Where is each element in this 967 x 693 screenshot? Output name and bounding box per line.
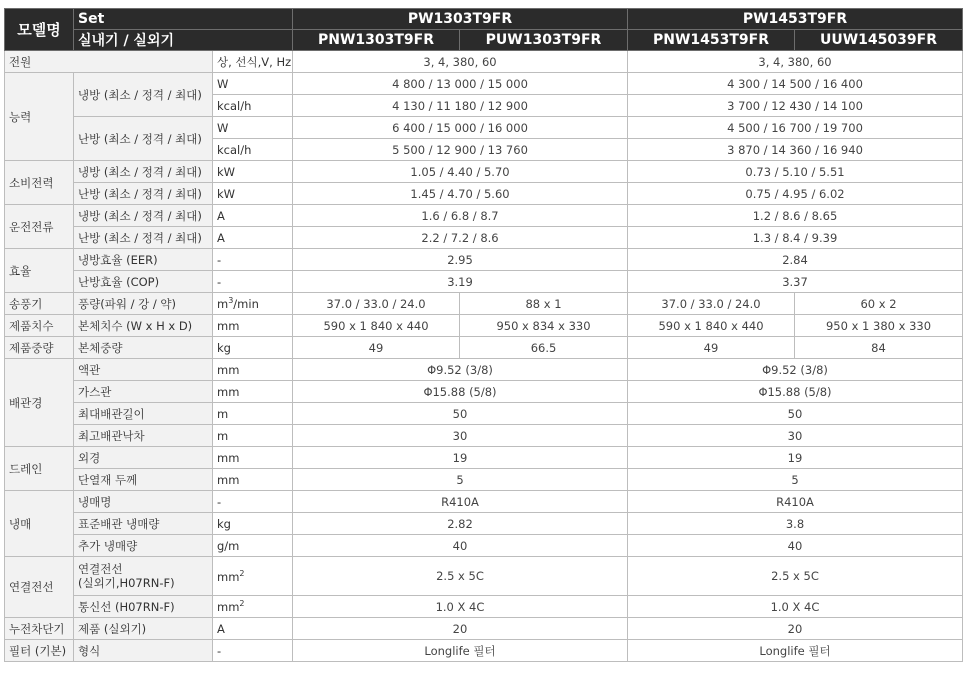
current-heat-label: 난방 (최소 / 정격 / 최대) bbox=[74, 227, 213, 249]
wiring-comm-unit-sup: 2 bbox=[239, 599, 245, 609]
piping-max-height-set1: 30 bbox=[293, 425, 628, 447]
drain-outer-unit: mm bbox=[213, 447, 293, 469]
weight-set1-indoor: 49 bbox=[293, 337, 460, 359]
consumption-heat-label: 난방 (최소 / 정격 / 최대) bbox=[74, 183, 213, 205]
piping-max-length-label: 최대배관길이 bbox=[74, 403, 213, 425]
refrigerant-additional-set2: 40 bbox=[628, 535, 963, 557]
efficiency-eer-set1: 2.95 bbox=[293, 249, 628, 271]
drain-category: 드레인 bbox=[5, 447, 74, 491]
weight-category: 제품중량 bbox=[5, 337, 74, 359]
piping-liquid-set2: Φ9.52 (3/8) bbox=[628, 359, 963, 381]
set2-model: PW1453T9FR bbox=[628, 9, 963, 30]
fan-set2-indoor: 37.0 / 33.0 / 24.0 bbox=[628, 293, 795, 315]
filter-unit: - bbox=[213, 640, 293, 662]
breaker-set2: 20 bbox=[628, 618, 963, 640]
row-filter bbox=[5, 640, 963, 662]
row-drain-outer bbox=[5, 447, 963, 469]
capacity-cool-kcal-set1: 4 130 / 11 180 / 12 900 bbox=[293, 95, 628, 117]
drain-outer-set1: 19 bbox=[293, 447, 628, 469]
filter-set2: Longlife 필터 bbox=[628, 640, 963, 662]
capacity-cool-w-unit: W bbox=[213, 73, 293, 95]
wiring-comm-unit bbox=[213, 596, 293, 618]
drain-insulation-label: 단열재 두께 bbox=[74, 469, 213, 491]
breaker-label: 제품 (실외기) bbox=[74, 618, 213, 640]
current-heat-set2: 1.3 / 8.4 / 9.39 bbox=[628, 227, 963, 249]
model-name-header: 모델명 bbox=[5, 9, 74, 51]
weight-set1-outdoor: 66.5 bbox=[460, 337, 628, 359]
dimension-category: 제품치수 bbox=[5, 315, 74, 337]
wiring-category: 연결전선 bbox=[5, 557, 74, 618]
row-refrigerant-name bbox=[5, 491, 963, 513]
drain-outer-set2: 19 bbox=[628, 447, 963, 469]
capacity-heat-kcal-set2: 3 870 / 14 360 / 16 940 bbox=[628, 139, 963, 161]
indoor-outdoor-label: 실내기 / 실외기 bbox=[74, 30, 293, 51]
current-cool-set2: 1.2 / 8.6 / 8.65 bbox=[628, 205, 963, 227]
efficiency-eer-set2: 2.84 bbox=[628, 249, 963, 271]
drain-insulation-set2: 5 bbox=[628, 469, 963, 491]
piping-liquid-label: 액관 bbox=[74, 359, 213, 381]
current-heat-unit: A bbox=[213, 227, 293, 249]
fan-label: 풍량(파워 / 강 / 약) bbox=[74, 293, 213, 315]
piping-category: 배관경 bbox=[5, 359, 74, 447]
piping-gas-unit: mm bbox=[213, 381, 293, 403]
refrigerant-name-label: 냉매명 bbox=[74, 491, 213, 513]
piping-liquid-set1: Φ9.52 (3/8) bbox=[293, 359, 628, 381]
row-piping-max-length bbox=[5, 403, 963, 425]
current-cool-label: 냉방 (최소 / 정격 / 최대) bbox=[74, 205, 213, 227]
wiring-connection-unit bbox=[213, 557, 293, 596]
capacity-category: 능력 bbox=[5, 73, 74, 161]
dimension-unit: mm bbox=[213, 315, 293, 337]
consumption-heat-set2: 0.75 / 4.95 / 6.02 bbox=[628, 183, 963, 205]
row-wiring-comm bbox=[5, 596, 963, 618]
refrigerant-name-set2: R410A bbox=[628, 491, 963, 513]
piping-max-height-set2: 30 bbox=[628, 425, 963, 447]
capacity-heat-w-set1: 6 400 / 15 000 / 16 000 bbox=[293, 117, 628, 139]
header-row-units bbox=[5, 30, 963, 51]
row-current-cool bbox=[5, 205, 963, 227]
filter-label: 형식 bbox=[74, 640, 213, 662]
consumption-cool-set2: 0.73 / 5.10 / 5.51 bbox=[628, 161, 963, 183]
set2-outdoor-model: UUW145039FR bbox=[795, 30, 963, 51]
capacity-heat-label: 난방 (최소 / 정격 / 최대) bbox=[74, 117, 213, 161]
row-efficiency-eer bbox=[5, 249, 963, 271]
consumption-heat-unit: kW bbox=[213, 183, 293, 205]
piping-liquid-unit: mm bbox=[213, 359, 293, 381]
row-weight bbox=[5, 337, 963, 359]
wiring-connection-label-line1: 연결전선 bbox=[78, 562, 123, 576]
fan-unit bbox=[213, 293, 293, 315]
piping-gas-label: 가스관 bbox=[74, 381, 213, 403]
wiring-connection-unit-sup: 2 bbox=[239, 568, 245, 578]
piping-max-length-unit: m bbox=[213, 403, 293, 425]
fan-set1-outdoor: 88 x 1 bbox=[460, 293, 628, 315]
current-category: 운전전류 bbox=[5, 205, 74, 249]
piping-max-height-label: 최고배관낙차 bbox=[74, 425, 213, 447]
fan-unit-base: m bbox=[217, 296, 229, 311]
wiring-connection-set2: 2.5 x 5C bbox=[628, 557, 963, 596]
current-heat-set1: 2.2 / 7.2 / 8.6 bbox=[293, 227, 628, 249]
capacity-heat-w-set2: 4 500 / 16 700 / 19 700 bbox=[628, 117, 963, 139]
refrigerant-name-unit: - bbox=[213, 491, 293, 513]
capacity-cool-kcal-unit: kcal/h bbox=[213, 95, 293, 117]
row-piping-liquid bbox=[5, 359, 963, 381]
header-row-set bbox=[5, 9, 963, 30]
wiring-comm-unit-base: mm bbox=[217, 599, 240, 614]
row-efficiency-cop bbox=[5, 271, 963, 293]
wiring-comm-set2: 1.0 X 4C bbox=[628, 596, 963, 618]
row-dimension bbox=[5, 315, 963, 337]
spec-table bbox=[4, 8, 963, 662]
row-refrigerant-standard bbox=[5, 513, 963, 535]
breaker-set1: 20 bbox=[293, 618, 628, 640]
piping-gas-set1: Φ15.88 (5/8) bbox=[293, 381, 628, 403]
fan-set1-indoor: 37.0 / 33.0 / 24.0 bbox=[293, 293, 460, 315]
fan-unit-sup: 3 bbox=[228, 296, 234, 306]
wiring-comm-set1: 1.0 X 4C bbox=[293, 596, 628, 618]
consumption-cool-unit: kW bbox=[213, 161, 293, 183]
wiring-connection-label-line2: (실외기,H07RN-F) bbox=[78, 576, 175, 590]
set1-model: PW1303T9FR bbox=[293, 9, 628, 30]
row-wiring-connection bbox=[5, 557, 963, 596]
row-piping-max-height bbox=[5, 425, 963, 447]
refrigerant-standard-set2: 3.8 bbox=[628, 513, 963, 535]
row-refrigerant-additional bbox=[5, 535, 963, 557]
capacity-heat-kcal-set1: 5 500 / 12 900 / 13 760 bbox=[293, 139, 628, 161]
breaker-unit: A bbox=[213, 618, 293, 640]
weight-set2-indoor: 49 bbox=[628, 337, 795, 359]
drain-insulation-unit: mm bbox=[213, 469, 293, 491]
consumption-heat-set1: 1.45 / 4.70 / 5.60 bbox=[293, 183, 628, 205]
row-capacity-heat-w bbox=[5, 117, 963, 139]
power-set2: 3, 4, 380, 60 bbox=[628, 51, 963, 73]
drain-outer-label: 외경 bbox=[74, 447, 213, 469]
refrigerant-additional-set1: 40 bbox=[293, 535, 628, 557]
power-set1: 3, 4, 380, 60 bbox=[293, 51, 628, 73]
set-label: Set bbox=[74, 9, 293, 30]
piping-max-length-set2: 50 bbox=[628, 403, 963, 425]
consumption-category: 소비전력 bbox=[5, 161, 74, 205]
row-consumption-heat bbox=[5, 183, 963, 205]
capacity-cool-label: 냉방 (최소 / 정격 / 최대) bbox=[74, 73, 213, 117]
fan-set2-outdoor: 60 x 2 bbox=[795, 293, 963, 315]
efficiency-eer-label: 냉방효율 (EER) bbox=[74, 249, 213, 271]
filter-category: 필터 (기본) bbox=[5, 640, 74, 662]
efficiency-cop-set2: 3.37 bbox=[628, 271, 963, 293]
row-current-heat bbox=[5, 227, 963, 249]
refrigerant-additional-label: 추가 냉매량 bbox=[74, 535, 213, 557]
efficiency-eer-unit: - bbox=[213, 249, 293, 271]
efficiency-cop-set1: 3.19 bbox=[293, 271, 628, 293]
weight-label: 본체중량 bbox=[74, 337, 213, 359]
refrigerant-category: 냉매 bbox=[5, 491, 74, 557]
capacity-cool-kcal-set2: 3 700 / 12 430 / 14 100 bbox=[628, 95, 963, 117]
capacity-cool-w-set2: 4 300 / 14 500 / 16 400 bbox=[628, 73, 963, 95]
refrigerant-name-set1: R410A bbox=[293, 491, 628, 513]
piping-max-height-unit: m bbox=[213, 425, 293, 447]
power-category: 전원 bbox=[5, 51, 213, 73]
row-breaker bbox=[5, 618, 963, 640]
wiring-connection-unit-base: mm bbox=[217, 569, 240, 584]
set1-indoor-model: PNW1303T9FR bbox=[293, 30, 460, 51]
row-piping-gas bbox=[5, 381, 963, 403]
dimension-label: 본체치수 (W x H x D) bbox=[74, 315, 213, 337]
breaker-category: 누전차단기 bbox=[5, 618, 74, 640]
capacity-cool-w-set1: 4 800 / 13 000 / 15 000 bbox=[293, 73, 628, 95]
row-power bbox=[5, 51, 963, 73]
set2-indoor-model: PNW1453T9FR bbox=[628, 30, 795, 51]
piping-max-length-set1: 50 bbox=[293, 403, 628, 425]
dimension-set1-indoor: 590 x 1 840 x 440 bbox=[293, 315, 460, 337]
wiring-connection-label bbox=[74, 557, 213, 596]
capacity-heat-kcal-unit: kcal/h bbox=[213, 139, 293, 161]
efficiency-cop-unit: - bbox=[213, 271, 293, 293]
row-fan bbox=[5, 293, 963, 315]
fan-category: 송풍기 bbox=[5, 293, 74, 315]
refrigerant-standard-set1: 2.82 bbox=[293, 513, 628, 535]
dimension-set1-outdoor: 950 x 834 x 330 bbox=[460, 315, 628, 337]
piping-gas-set2: Φ15.88 (5/8) bbox=[628, 381, 963, 403]
wiring-comm-label: 통신선 (H07RN-F) bbox=[74, 596, 213, 618]
consumption-cool-label: 냉방 (최소 / 정격 / 최대) bbox=[74, 161, 213, 183]
dimension-set2-outdoor: 950 x 1 380 x 330 bbox=[795, 315, 963, 337]
wiring-connection-set1: 2.5 x 5C bbox=[293, 557, 628, 596]
consumption-cool-set1: 1.05 / 4.40 / 5.70 bbox=[293, 161, 628, 183]
refrigerant-standard-label: 표준배관 냉매량 bbox=[74, 513, 213, 535]
row-capacity-cool-w bbox=[5, 73, 963, 95]
row-drain-insulation bbox=[5, 469, 963, 491]
row-consumption-cool bbox=[5, 161, 963, 183]
fan-unit-tail: /min bbox=[233, 296, 259, 311]
weight-set2-outdoor: 84 bbox=[795, 337, 963, 359]
drain-insulation-set1: 5 bbox=[293, 469, 628, 491]
capacity-heat-w-unit: W bbox=[213, 117, 293, 139]
current-cool-set1: 1.6 / 6.8 / 8.7 bbox=[293, 205, 628, 227]
power-unit: 상, 선식,V, Hz bbox=[213, 51, 293, 73]
weight-unit: kg bbox=[213, 337, 293, 359]
current-cool-unit: A bbox=[213, 205, 293, 227]
efficiency-cop-label: 난방효율 (COP) bbox=[74, 271, 213, 293]
dimension-set2-indoor: 590 x 1 840 x 440 bbox=[628, 315, 795, 337]
set1-outdoor-model: PUW1303T9FR bbox=[460, 30, 628, 51]
refrigerant-standard-unit: kg bbox=[213, 513, 293, 535]
filter-set1: Longlife 필터 bbox=[293, 640, 628, 662]
efficiency-category: 효율 bbox=[5, 249, 74, 293]
refrigerant-additional-unit: g/m bbox=[213, 535, 293, 557]
